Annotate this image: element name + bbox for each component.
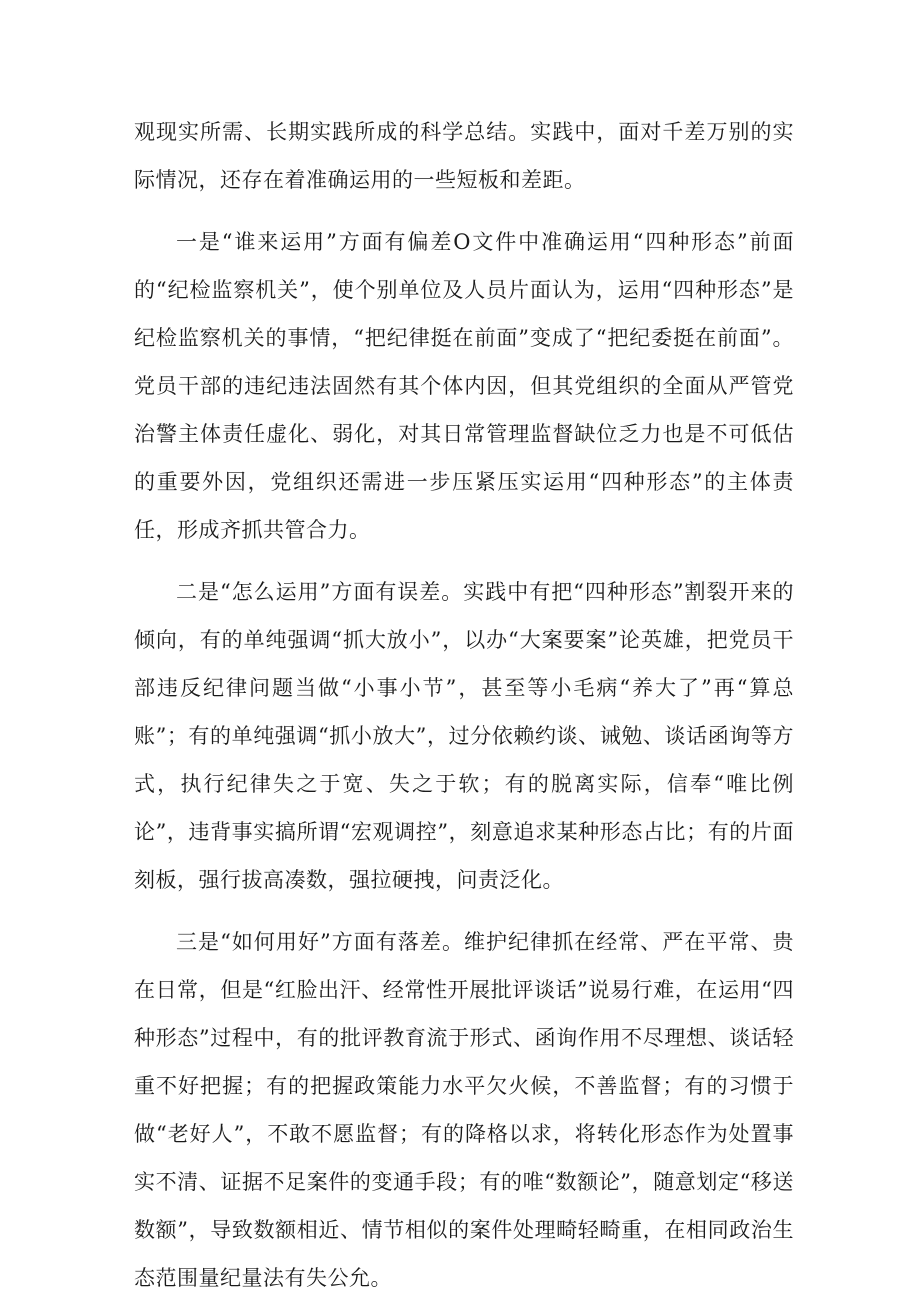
paragraph-point-three: 三是“如何用好”方面有落差。维护纪律抓在经常、严在平常、贵在日常，但是“红脸出汗、经常性开展批评谈话”说易行难，在运用“四种形态”过程中，有的批评教育流于形式、函询作用不尽理想、谈话轻重不好把握；有的把握政策能力水平欠火候，不善监督；有的习惯于做“老好人”，不敢不愿监督；有的降格以求，将转化形态作为处置事实不清、证据不足案件的变通手段；有的唯“数额论”，随意划定“移送数额”，导致数额相近、情节相似的案件处理畸轻畸重，在相同政治生态范围量纪量法有失公允。 — [134, 930, 794, 1290]
paragraph-point-two: 二是“怎么运用”方面有误差。实践中有把“四种形态”割裂开来的倾向，有的单纯强调“抓大放小”，以办“大案要案”论英雄，把党员干部违反纪律问题当做“小事小节”，甚至等小毛病“养大了”再“算总账”；有的单纯强调“抓小放大”，过分依赖约谈、诫勉、谈话函询等方式，执行纪律失之于宽、失之于软；有的脱离实际，信奉“唯比例论”，违背事实搞所谓“宏观调控”，刻意追求某种形态占比；有的片面刻板，强行拔高凑数，强拉硬拽，问责泛化。 — [134, 580, 794, 892]
document-body — [134, 108, 794, 1316]
paragraph-continuation: 观现实所需、长期实践所成的科学总结。实践中，面对千差万别的实际情况，还存在着准确运用的一些短板和差距。 — [134, 120, 794, 192]
paragraph-point-one: 一是“谁来运用”方面有偏差O文件中准确运用“四种形态”前面的“纪检监察机关”，使个别单位及人员片面认为，运用“四种形态”是纪检监察机关的事情，“把纪律挺在前面”变成了“把纪委挺在前面”。党员干部的违纪违法固然有其个体内因，但其党组织的全面从严管党治警主体责任虚化、弱化，对其日常管理监督缺位乏力也是不可低估的重要外因，党组织还需进一步压紧压实运用“四种形态”的主体责任，形成齐抓共管合力。 — [134, 230, 794, 542]
